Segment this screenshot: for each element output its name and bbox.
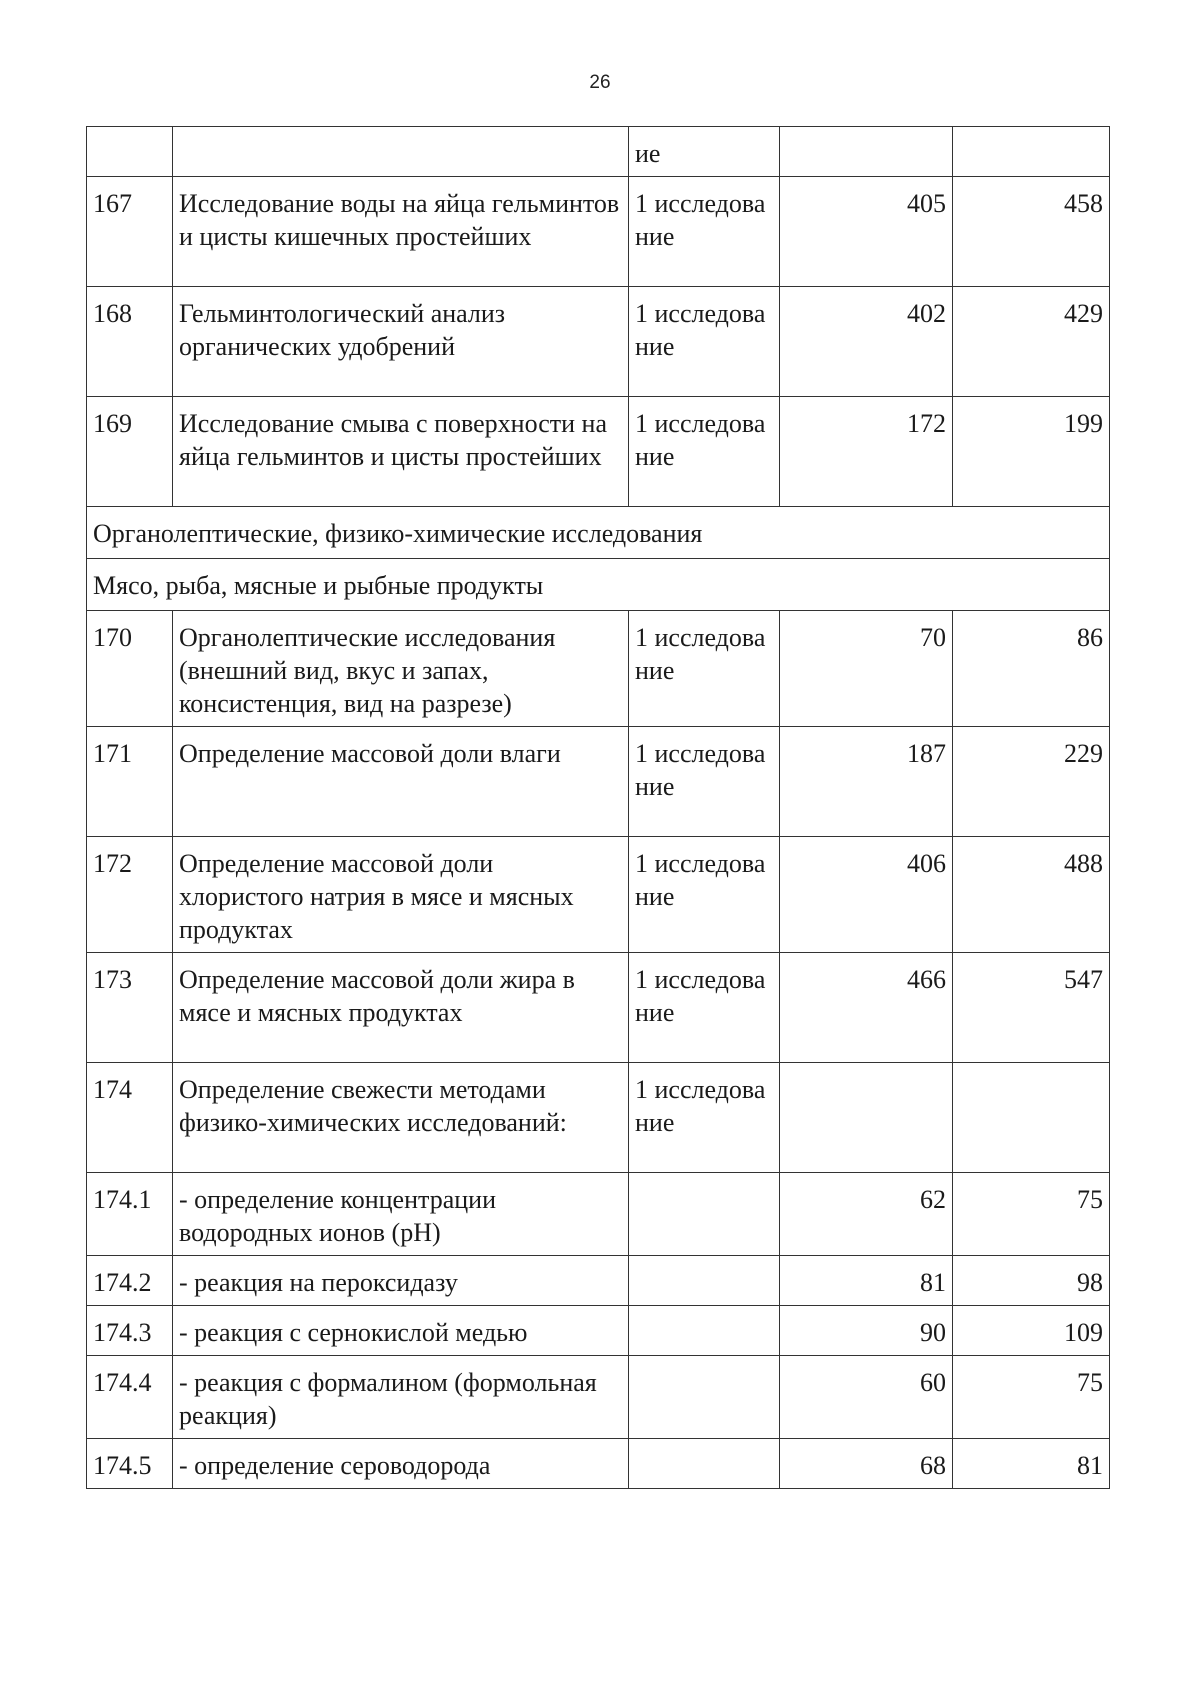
price-cell-2: 81	[953, 1439, 1110, 1489]
table-row	[87, 1356, 1110, 1439]
table-row	[87, 953, 1110, 1063]
price-cell-2: 229	[953, 727, 1110, 837]
table-row	[87, 1256, 1110, 1306]
table-row	[87, 177, 1110, 287]
service-name-cell: Гельминтологический анализ органических удобрений	[173, 287, 629, 397]
table-row	[87, 1306, 1110, 1356]
price-cell-1: 60	[780, 1356, 953, 1439]
table-row	[87, 397, 1110, 507]
service-name-cell: Определение свежести методами физико-химических исследований:	[173, 1063, 629, 1173]
table-row	[87, 1439, 1110, 1489]
section-title: Мясо, рыба, мясные и рыбные продукты	[87, 559, 1110, 611]
section-header-row	[87, 559, 1110, 611]
price-cell-1: 405	[780, 177, 953, 287]
price-cell-2: 458	[953, 177, 1110, 287]
price-cell-2	[953, 1063, 1110, 1173]
unit-cell	[629, 1173, 780, 1256]
price-cell-1: 70	[780, 611, 953, 727]
unit-cell	[629, 1306, 780, 1356]
price-cell-2: 488	[953, 837, 1110, 953]
service-name-cell: Определение массовой доли влаги	[173, 727, 629, 837]
price-cell-1: 68	[780, 1439, 953, 1489]
table-row	[87, 611, 1110, 727]
service-name-cell: - определение концентрации водородных ионов (рН)	[173, 1173, 629, 1256]
item-number-cell: 169	[87, 397, 173, 507]
unit-cell: 1 исследование	[629, 837, 780, 953]
service-name-cell: - реакция с формалином (формольная реакция)	[173, 1356, 629, 1439]
item-number-cell: 174.4	[87, 1356, 173, 1439]
section-title: Органолептические, физико-химические исследования	[87, 507, 1110, 559]
service-name-cell: Органолептические исследования (внешний вид, вкус и запах, консистенция, вид на разрезе)	[173, 611, 629, 727]
item-number-cell: 174.5	[87, 1439, 173, 1489]
item-number-cell: 174.1	[87, 1173, 173, 1256]
price-cell-1: 402	[780, 287, 953, 397]
table-row	[87, 287, 1110, 397]
item-number-cell: 174	[87, 1063, 173, 1173]
service-name-cell: Исследование воды на яйца гельминтов и цисты кишечных простейших	[173, 177, 629, 287]
price-cell-1	[780, 127, 953, 177]
price-cell-2: 547	[953, 953, 1110, 1063]
item-number-cell: 167	[87, 177, 173, 287]
unit-cell: 1 исследование	[629, 397, 780, 507]
service-name-cell	[173, 127, 629, 177]
price-cell-1: 90	[780, 1306, 953, 1356]
item-number-cell: 170	[87, 611, 173, 727]
table-row	[87, 837, 1110, 953]
price-cell-1: 187	[780, 727, 953, 837]
unit-cell: 1 исследование	[629, 727, 780, 837]
price-cell-2: 429	[953, 287, 1110, 397]
table-row	[87, 127, 1110, 177]
price-cell-2: 86	[953, 611, 1110, 727]
service-name-cell: - определение сероводорода	[173, 1439, 629, 1489]
table-row	[87, 1063, 1110, 1173]
item-number-cell	[87, 127, 173, 177]
unit-cell	[629, 1439, 780, 1489]
item-number-cell: 171	[87, 727, 173, 837]
price-cell-1	[780, 1063, 953, 1173]
price-cell-1: 81	[780, 1256, 953, 1306]
table-row	[87, 1173, 1110, 1256]
unit-cell: ие	[629, 127, 780, 177]
price-cell-1: 62	[780, 1173, 953, 1256]
item-number-cell: 168	[87, 287, 173, 397]
service-name-cell: Определение массовой доли хлористого натрия в мясе и мясных продуктах	[173, 837, 629, 953]
unit-cell	[629, 1256, 780, 1306]
price-cell-1: 466	[780, 953, 953, 1063]
section-header-row	[87, 507, 1110, 559]
table-row	[87, 727, 1110, 837]
price-table-body	[87, 127, 1110, 1489]
item-number-cell: 174.3	[87, 1306, 173, 1356]
unit-cell: 1 исследование	[629, 177, 780, 287]
price-cell-2: 75	[953, 1173, 1110, 1256]
price-cell-2	[953, 127, 1110, 177]
service-name-cell: Определение массовой доли жира в мясе и мясных продуктах	[173, 953, 629, 1063]
item-number-cell: 174.2	[87, 1256, 173, 1306]
unit-cell: 1 исследование	[629, 611, 780, 727]
unit-cell: 1 исследование	[629, 287, 780, 397]
price-cell-2: 109	[953, 1306, 1110, 1356]
price-cell-1: 172	[780, 397, 953, 507]
item-number-cell: 172	[87, 837, 173, 953]
unit-cell: 1 исследование	[629, 953, 780, 1063]
price-cell-2: 75	[953, 1356, 1110, 1439]
unit-cell: 1 исследование	[629, 1063, 780, 1173]
service-name-cell: - реакция на пероксидазу	[173, 1256, 629, 1306]
price-table	[86, 126, 1110, 1489]
price-cell-2: 199	[953, 397, 1110, 507]
item-number-cell: 173	[87, 953, 173, 1063]
service-name-cell: - реакция с сернокислой медью	[173, 1306, 629, 1356]
service-name-cell: Исследование смыва с поверхности на яйца гельминтов и цисты простейших	[173, 397, 629, 507]
price-cell-1: 406	[780, 837, 953, 953]
unit-cell	[629, 1356, 780, 1439]
price-cell-2: 98	[953, 1256, 1110, 1306]
page-number: 26	[589, 72, 611, 93]
